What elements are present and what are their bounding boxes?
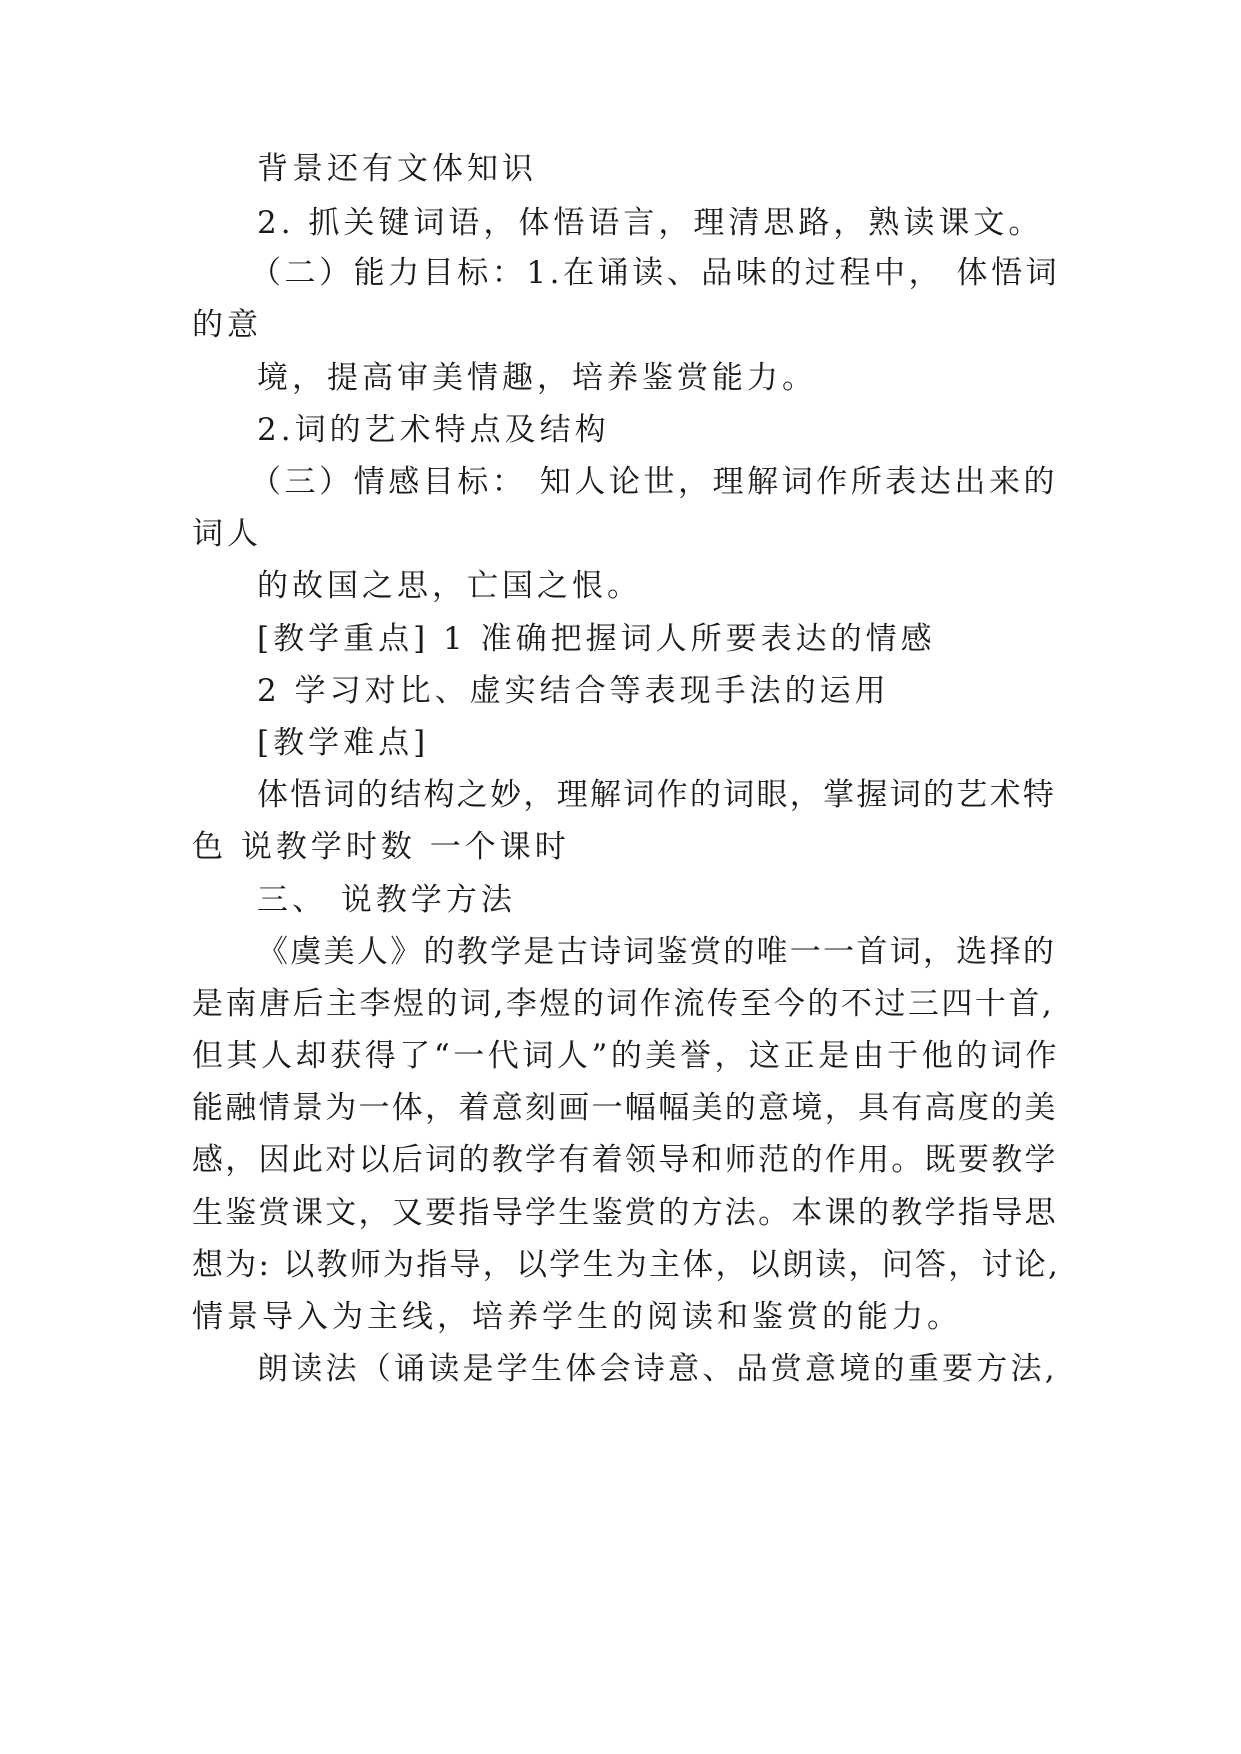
text-line: 色 说教学时数 一个课时 — [192, 829, 570, 865]
text-line: 词人 — [192, 516, 262, 552]
text-line: 的故国之思，亡国之恨。 — [257, 568, 642, 604]
text-line: 朗读法（诵读是学生体会诗意、品赏意境的重要方法, — [257, 1351, 1058, 1387]
text-line: 情景导入为主线，培养学生的阅读和鉴赏的能力。 — [192, 1299, 962, 1335]
text-line: 2.词的艺术特点及结构 — [257, 412, 610, 448]
text-line: 想为: 以教师为指导，以学生为主体，以朗读，问答，讨论, — [192, 1247, 1061, 1283]
text-line: 但其人却获得了“一代词人”的美誉，这正是由于他的词作 — [192, 1038, 1060, 1074]
text-line: 生鉴赏课文，又要指导学生鉴赏的方法。本课的教学指导思 — [192, 1195, 1058, 1231]
text-line: [教学难点] — [257, 725, 430, 761]
text-line: （二）能力目标：1.在诵读、品味的过程中， 体悟词 — [250, 255, 1061, 291]
text-line: 体悟词的结构之妙，理解词作的词眼，掌握词的艺术特 — [257, 777, 1057, 813]
text-line: 感，因此对以后词的教学有着领导和师范的作用。既要教学 — [192, 1142, 1058, 1178]
text-line: 2 学习对比、虚实结合等表现手法的运用 — [257, 673, 890, 709]
text-line: 《虞美人》的教学是古诗词鉴赏的唯一一首词，选择的 — [257, 934, 1057, 970]
text-line: 的意 — [192, 307, 262, 343]
text-line: 能融情景为一体，着意刻画一幅幅美的意境，具有高度的美 — [192, 1090, 1058, 1126]
text-line: 2. 抓关键词语，体悟语言，理清思路，熟读课文。 — [257, 205, 1044, 241]
text-line: [教学重点] 1 准确把握词人所要表达的情感 — [257, 621, 936, 657]
text-line: 境，提高审美情趣，培养鉴赏能力。 — [257, 360, 817, 396]
text-line: （三）情感目标： 知人论世，理解词作所表达出来的 — [250, 464, 1059, 500]
text-line: 三、 说教学方法 — [257, 882, 516, 918]
text-line: 是南唐后主李煜的词,李煜的词作流传至今的不过三四十首, — [192, 986, 1055, 1022]
text-line: 背景还有文体知识 — [257, 151, 537, 187]
